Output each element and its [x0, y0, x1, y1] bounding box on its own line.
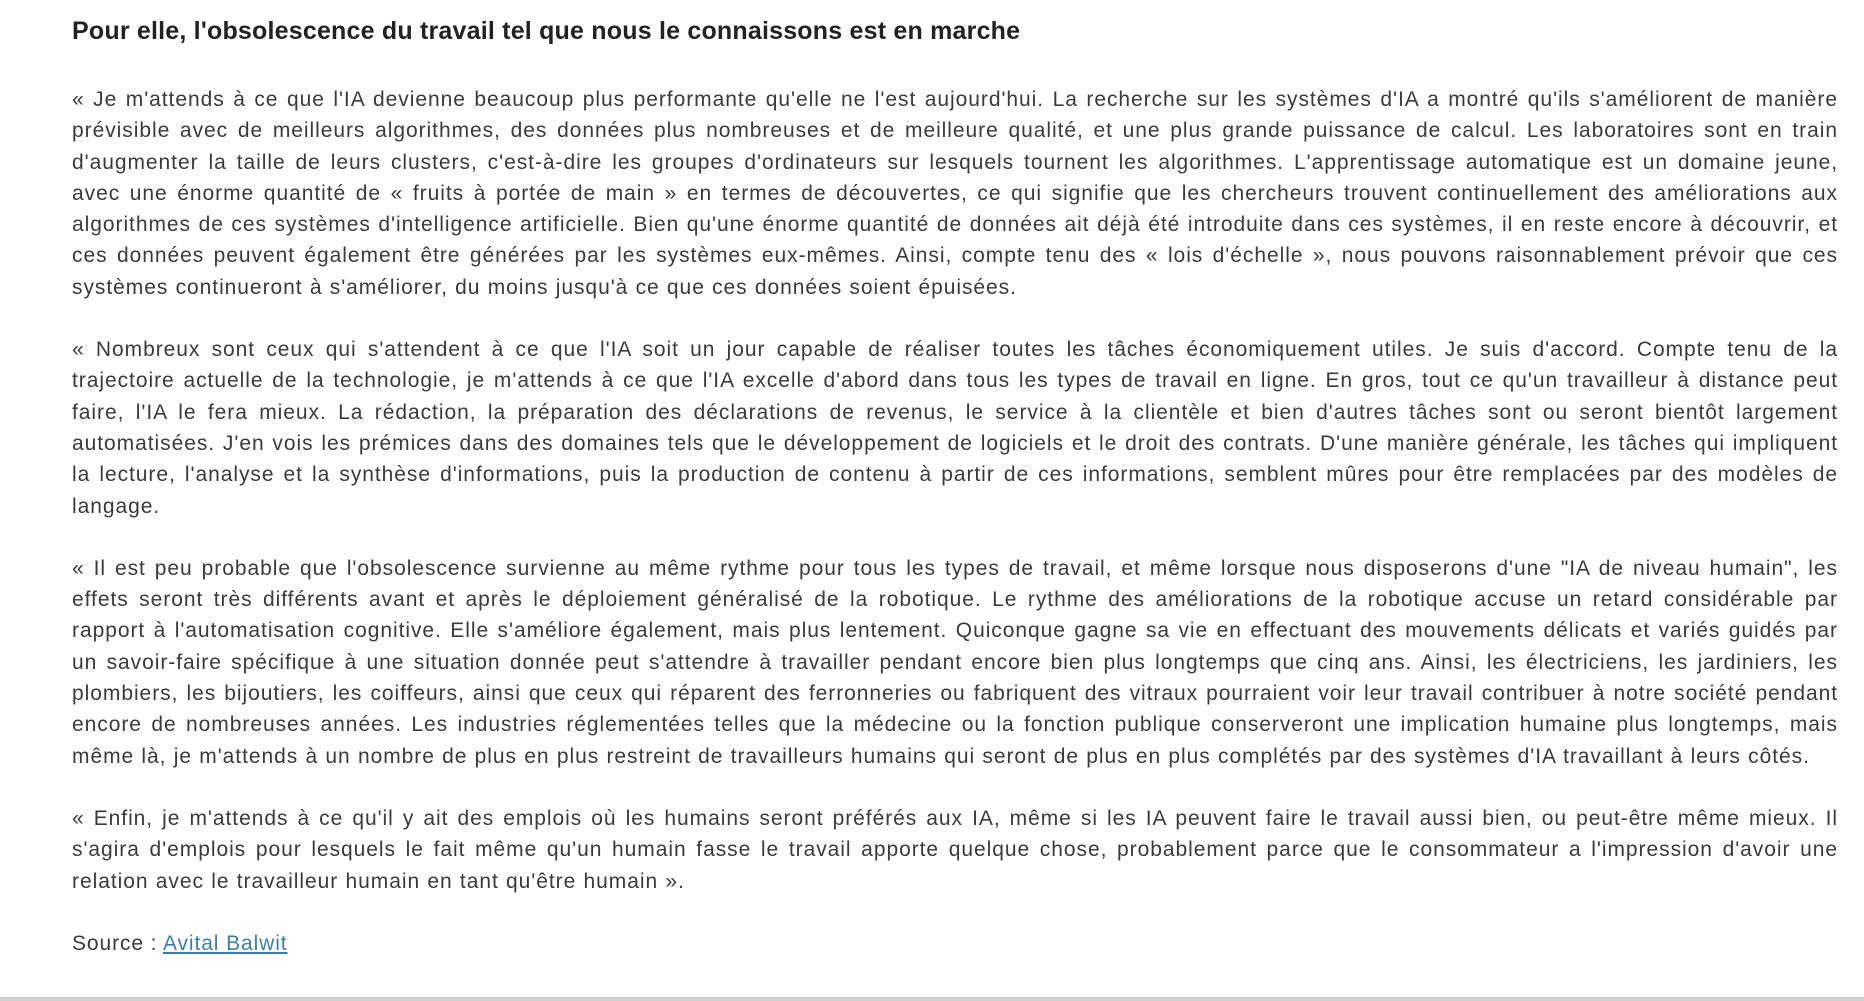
paragraph-1: « Je m'attends à ce que l'IA devienne beaucoup plus performante qu'elle ne l'est aujourd'hui. La recherche sur les systèmes d'IA a montré qu'ils s'améliorent de manière prévisible avec de meilleurs algorithmes, des données plus nombreuses et de meilleure qualité, et une plus grande puissance de calcul. Les laboratoires sont en train d'augmenter la taille de leurs clusters, c'est-à-dire les groupes d'ordinateurs sur lesquels tournent les algorithmes. L'apprentissage automatique est un domaine jeune, avec une énorme quantité de « fruits à portée de main » en termes de découvertes, ce qui signifie que les chercheurs trouvent continuellement des améliorations aux algorithmes de ces systèmes d'intelligence artificielle. Bien qu'une énorme quantité de données ait déjà été introduite dans ces systèmes, il en reste encore à découvrir, et ces données peuvent également être générées par les systèmes eux-mêmes. Ainsi, compte tenu des « lois d'échelle », nous pouvons raisonnablement prévoir que ces systèmes continueront à s'améliorer, du moins jusqu'à ce que ces données soient épuisées. [72, 88, 1838, 299]
article-heading: Pour elle, l'obsolescence du travail tel que nous le connaissons est en marche [72, 17, 1021, 45]
paragraph-4: « Enfin, je m'attends à ce qu'il y ait des emplois où les humains seront préférés aux IA, même si les IA peuvent faire le travail aussi bien, ou peut-être même mieux. Il s'agira d'emplois pour lesquels le fait même qu'un humain fasse le travail apporte quelque chose, probablement parce que le consommateur a l'impression d'avoir une relation avec le travailleur humain en tant qu'être humain ». [72, 806, 1838, 893]
bottom-divider [0, 997, 1864, 1001]
source-link[interactable]: Avital Balwit [163, 931, 288, 955]
paragraph-2: « Nombreux sont ceux qui s'attendent à ce que l'IA soit un jour capable de réaliser toutes les tâches économiquement utiles. Je suis d'accord. Compte tenu de la trajectoire actuelle de la technologie, je m'attends à ce que l'IA excelle d'abord dans tous les types de travail en ligne. En gros, tout ce qu'un travailleur à distance peut faire, l'IA le fera mieux. La rédaction, la préparation des déclarations de revenus, le service à la clientèle et bien d'autres tâches sont ou seront bientôt largement automatisées. J'en vois les prémices dans des domaines tels que le développement de logiciels et le droit des contrats. D'une manière générale, les tâches qui impliquent la lecture, l'analyse et la synthèse d'informations, puis la production de contenu à partir de ces informations, semblent mûres pour être remplacées par des modèles de langage. [72, 338, 1838, 518]
source-label: Source : [72, 931, 158, 955]
article [72, 12, 1838, 959]
paragraph-3: « Il est peu probable que l'obsolescence survienne au même rythme pour tous les types de travail, et même lorsque nous disposerons d'une "IA de niveau humain", les effets seront très différents avant et après le déploiement généralisé de la robotique. Le rythme des améliorations de la robotique accuse un retard considérable par rapport à l'automatisation cognitive. Elle s'améliore également, mais plus lentement. Quiconque gagne sa vie en effectuant des mouvements délicats et variés guidés par un savoir-faire spécifique à une situation donnée peut s'attendre à travailler pendant encore bien plus longtemps que cinq ans. Ainsi, les électriciens, les jardiniers, les plombiers, les bijoutiers, les coiffeurs, ainsi que ceux qui réparent des ferronneries ou fabriquent des vitraux pourraient voir leur travail contribuer à notre société pendant encore de nombreuses années. Les industries réglementées telles que la médecine ou la fonction publique conserveront une implication humaine plus longtemps, mais même là, je m'attends à un nombre de plus en plus restreint de travailleurs humains qui seront de plus en plus complétés par des systèmes d'IA travaillant à leurs côtés. [72, 556, 1838, 768]
source-line [72, 928, 1838, 959]
